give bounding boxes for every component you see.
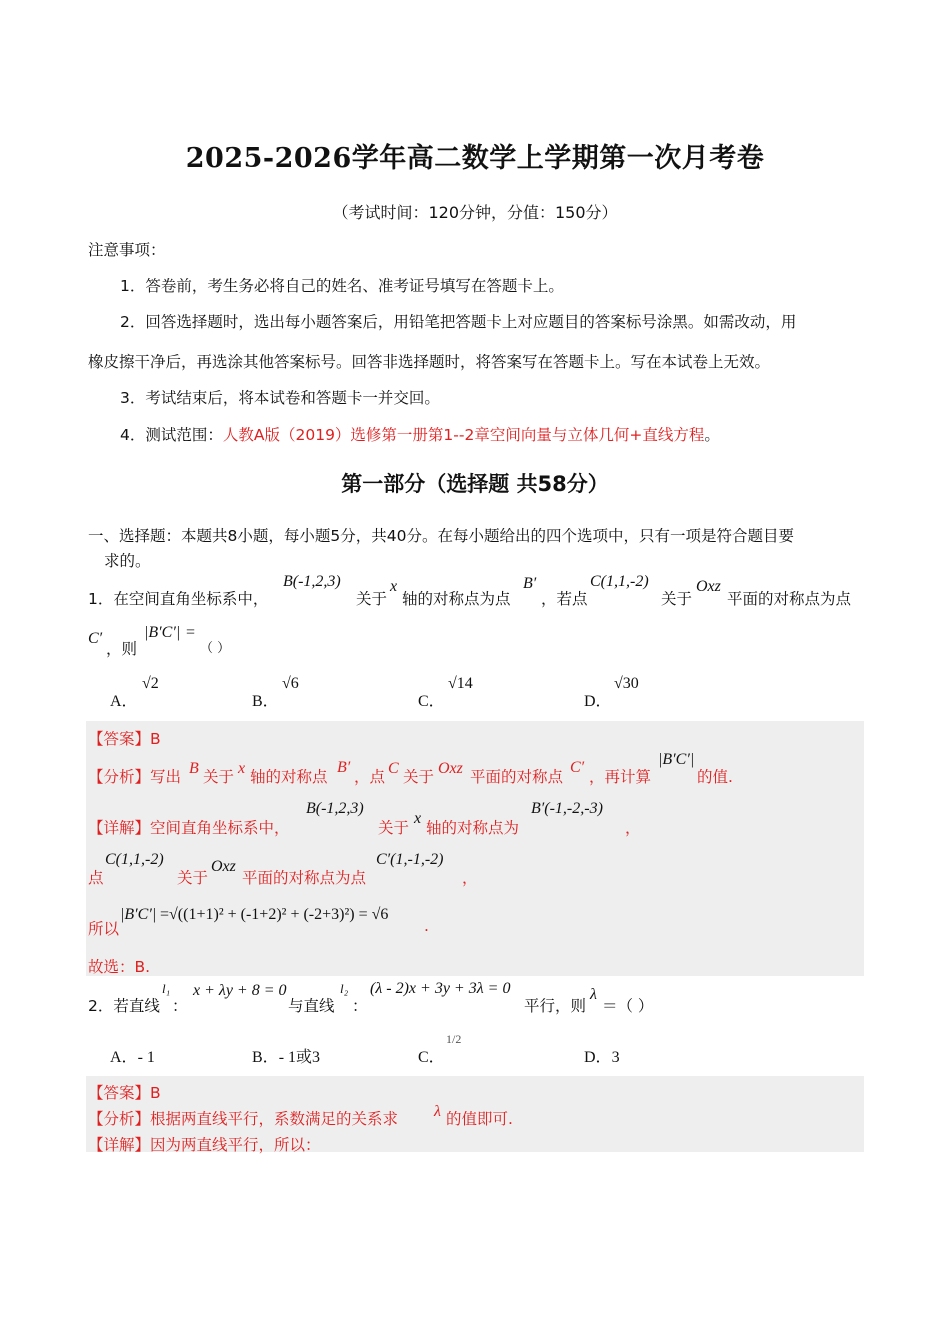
q1-stem-start: 1．在空间直角坐标系中， [88,590,269,608]
q1-distance: |B′C′| [144,624,181,641]
option-label: B． [252,693,279,710]
q1-analysis-distance: |B′C′| [658,751,695,768]
q2-text: 平行，则 [524,997,587,1015]
q2-analysis-text: 的值即可. [446,1110,513,1128]
option-value: 3 [611,1049,620,1066]
q1-analysis-text: ，再计算 [589,768,652,786]
q1-text: ，若点 [541,590,588,608]
q1-detail-text: 关于 [177,869,209,887]
q1-blank: （ ） [200,641,231,656]
q1-detail-bp: B′(-1,-2,-3) [531,800,603,817]
q1-option-a-value: √2 [142,675,159,692]
q1-text: 轴的对称点为点 [402,590,511,608]
notice-item-4 [120,423,720,445]
q1-detail-x: x [414,810,422,827]
q1-option-b [252,688,279,711]
q1-analysis-x: x [238,760,246,777]
q1-point-cp: C′ [88,630,103,647]
q1-solution-box [86,721,864,976]
q1-detail-text: 平面的对称点为点 [242,869,367,887]
q1-analysis: 【分析】写出 [88,768,182,786]
q1-option-d [584,688,612,711]
option-value: - 1或3 [278,1049,321,1066]
q1-option-a [110,688,138,711]
q1-plane: Oxz [696,578,721,595]
q1-option-c [418,688,445,711]
q1-analysis-text: ，点 [354,768,386,786]
q2-detail: 【详解】因为两直线平行，所以： [88,1136,321,1154]
scope-value: 人教A版（2019）选修第一册第1--2章空间向量与立体几何+直线方程 [222,426,705,444]
q1-analysis-cp: C′ [570,759,585,776]
option-label: A． [110,693,138,710]
scope-end: 。 [704,426,720,444]
q1-analysis-text: 关于 [403,768,435,786]
part-one-heading: 第一部分（选择题 共58分） [341,472,609,496]
q1-option-d-value: √30 [614,675,639,692]
q1-detail-cp: C′(1,-1,-2) [376,851,444,868]
q1-detail-distance: |B′C′| [120,906,157,923]
q1-axis-x: x [390,578,398,595]
q1-answer: 【答案】B [88,730,161,748]
q2-option-d [584,1044,620,1067]
q1-text: ，则 [106,640,138,658]
q1-option-b-value: √6 [282,675,299,692]
q2-lambda: λ [590,986,597,1003]
q1-equals: = [186,624,196,641]
q1-analysis-text: 的值. [697,768,733,786]
q1-detail-text: 所以 [88,920,120,938]
q1-conclusion: 故选：B. [88,958,151,976]
q1-analysis-text: 关于 [203,768,235,786]
option-label: D． [584,693,612,710]
q1-detail-text: . [424,917,429,935]
q2-option-c [418,1044,445,1067]
q1-option-c-value: √14 [448,675,473,692]
q2-line-l1: l₁ [162,981,171,996]
option-label: B． [252,1049,279,1066]
option-value: - 1 [137,1049,155,1066]
q1-analysis-c: C [388,760,399,777]
notice-item-2b: 橡皮擦干净后，再选涂其他答案标号。回答非选择题时，将答案写在答题卡上。写在本试卷上无效。 [88,353,771,371]
notice-heading: 注意事项： [88,241,166,259]
q1-detail-text: 点 [88,869,104,887]
q2-text: ： [352,997,368,1015]
q1-analysis-plane: Oxz [438,760,463,777]
q2-eq-2: (λ - 2)x + 3y + 3λ = 0 [370,980,511,997]
q1-detail-text: ， [625,819,641,837]
q2-analysis: 【分析】根据两直线平行，系数满足的关系求 [88,1110,399,1128]
option-label: D． [584,1049,612,1066]
page-title: 2025-2026学年高二数学上学期第一次月考卷 [185,143,765,174]
q1-analysis-b: B [189,760,199,777]
q2-text: ＝（ ） [602,997,654,1015]
q1-text: 关于 [356,590,388,608]
q2-line-l2: l₂ [340,981,349,996]
q2-option-c-value: 1/2 [446,1032,462,1046]
notice-item-3: 3．考试结束后，将本试卷和答题卡一并交回。 [120,389,440,407]
q2-stem-start: 2．若直线 [88,997,160,1015]
q2-text: ： [172,997,188,1015]
q1-point-bp: B′ [523,575,537,592]
q2-option-a [110,1044,155,1067]
q1-point-c: C(1,1,-2) [590,573,649,590]
q1-analysis-text: 轴的对称点 [250,768,328,786]
q1-detail: 【详解】空间直角坐标系中， [88,819,290,837]
scope-label: 4．测试范围： [120,426,223,444]
q1-detail-text: 关于 [378,819,410,837]
notice-item-1: 1．答卷前，考生务必将自己的姓名、准考证号填写在答题卡上。 [120,277,564,295]
q1-analysis-bp: B′ [337,759,351,776]
q2-answer: 【答案】B [88,1084,161,1102]
option-label: C． [418,1049,445,1066]
option-label: A． [110,1049,138,1066]
q1-detail-plane: Oxz [211,858,236,875]
q1-detail-text: ， [462,869,478,887]
q1-analysis-text: 平面的对称点 [470,768,564,786]
q2-analysis-lambda: λ [434,1103,441,1120]
q1-detail-formula: =√((1+1)² + (-1+2)² + (-2+3)²) = √6 [160,906,389,923]
exam-info: （考试时间：120分钟，分值：150分） [332,203,618,222]
section-instructions-2: 求的。 [104,552,151,570]
q1-detail-text: 轴的对称点为 [426,819,520,837]
option-label: C． [418,693,445,710]
q2-text: 与直线 [288,997,335,1015]
q2-option-b [252,1044,320,1067]
q1-point-b: B(-1,2,3) [283,573,341,590]
notice-item-2a: 2．回答选择题时，选出每小题答案后，用铅笔把答题卡上对应题目的答案标号涂黑。如需改动，用 [120,313,797,331]
q1-detail-b: B(-1,2,3) [306,800,364,817]
q1-text: 平面的对称点为点 [727,590,852,608]
q1-detail-c: C(1,1,-2) [105,851,164,868]
q1-text: 关于 [661,590,693,608]
section-instructions-1: 一、选择题：本题共8小题，每小题5分，共40分。在每小题给出的四个选项中，只有一项是符合题目要 [88,527,794,545]
q2-eq-1: x + λy + 8 = 0 [193,982,287,999]
